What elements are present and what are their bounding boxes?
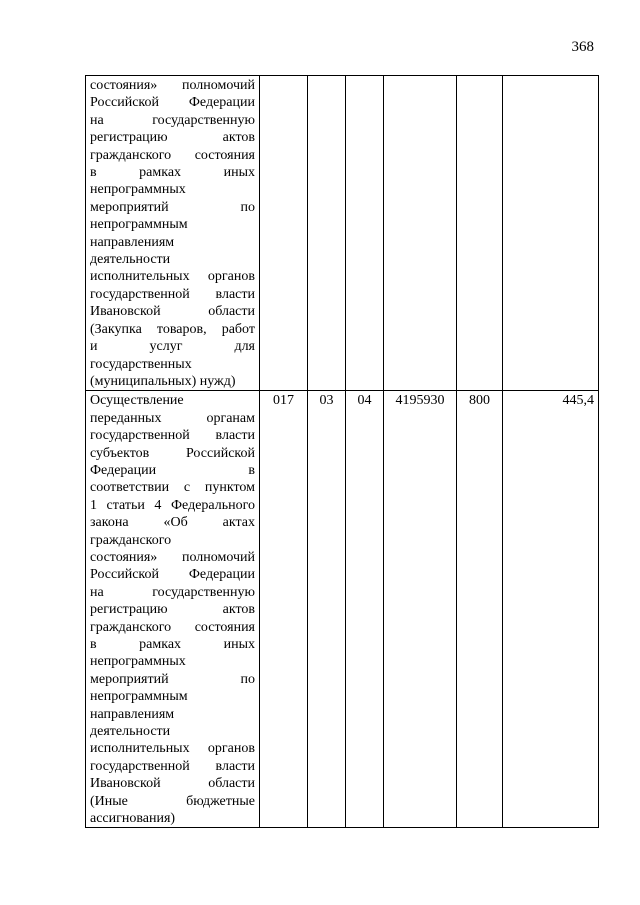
- description-line: непрограммным: [90, 217, 188, 233]
- description-line: Российской Федерации: [90, 95, 255, 111]
- description-line: исполнительных органов: [90, 269, 255, 285]
- subsection-code-cell: [346, 76, 384, 391]
- target-article-cell: 4195930: [384, 391, 457, 828]
- description-line: (Закупка товаров, работ: [90, 321, 255, 337]
- section-code-cell: 03: [308, 391, 346, 828]
- description-line: мероприятий по: [90, 671, 255, 687]
- description-line: Ивановской области: [90, 304, 255, 320]
- expense-type-cell: [457, 76, 503, 391]
- ministry-code-cell: [260, 76, 308, 391]
- description-line: Ивановской области: [90, 776, 255, 792]
- subsection-code-cell: 04: [346, 391, 384, 828]
- description-line: (муниципальных) нужд): [90, 373, 236, 389]
- description-line: государственной власти: [90, 758, 255, 774]
- description-line: непрограммным: [90, 689, 188, 705]
- description-line: (Иные бюджетные: [90, 793, 255, 809]
- description-line: государственных: [90, 356, 192, 372]
- description-line: в рамках иных: [90, 165, 255, 181]
- description-line: непрограммных: [90, 654, 186, 670]
- description-line: субъектов Российской: [90, 445, 255, 461]
- description-line: направлениям: [90, 706, 175, 722]
- description-line: Федерации в: [90, 462, 255, 478]
- description-line: соответствии с пунктом: [90, 480, 255, 496]
- description-line: гражданского состояния: [90, 619, 255, 635]
- description-line: Осуществление: [90, 393, 184, 409]
- budget-table: [85, 75, 599, 828]
- description-line: мероприятий по: [90, 199, 255, 215]
- description-line: деятельности: [90, 724, 171, 740]
- table-row: [86, 391, 599, 828]
- description-line: на государственную: [90, 584, 255, 600]
- description-line: Российской Федерации: [90, 567, 255, 583]
- description-line: ассигнования): [90, 811, 176, 827]
- page-number: 368: [571, 39, 594, 55]
- description-line: непрограммных: [90, 182, 186, 198]
- description-line: государственной власти: [90, 286, 255, 302]
- target-article-cell: [384, 76, 457, 391]
- description-line: государственной власти: [90, 428, 255, 444]
- section-code-cell: [308, 76, 346, 391]
- description-line: деятельности: [90, 252, 171, 268]
- description-cell: [86, 391, 260, 828]
- description-line: 1 статьи 4 Федерального: [90, 497, 255, 513]
- description-line: исполнительных органов: [90, 741, 255, 757]
- description-line: гражданского состояния: [90, 147, 255, 163]
- description-cell: [86, 76, 260, 391]
- amount-cell: 445,4: [503, 391, 599, 828]
- table-row: [86, 76, 599, 391]
- description-line: на государственную: [90, 112, 255, 128]
- description-line: в рамках иных: [90, 637, 255, 652]
- table-body: [86, 76, 599, 828]
- description-line: закона «Об актах: [90, 515, 255, 531]
- description-line: состояния» полномочий: [90, 78, 255, 93]
- ministry-code-cell: 017: [260, 391, 308, 828]
- description-line: гражданского: [90, 532, 172, 548]
- description-line: регистрацию актов: [90, 602, 255, 618]
- description-line: состояния» полномочий: [90, 549, 255, 565]
- description-line: регистрацию актов: [90, 130, 255, 146]
- expense-type-cell: 800: [457, 391, 503, 828]
- description-line: направлениям: [90, 234, 175, 250]
- description-line: и услуг для: [90, 339, 255, 355]
- amount-cell: [503, 76, 599, 391]
- description-line: переданных органам: [90, 410, 255, 426]
